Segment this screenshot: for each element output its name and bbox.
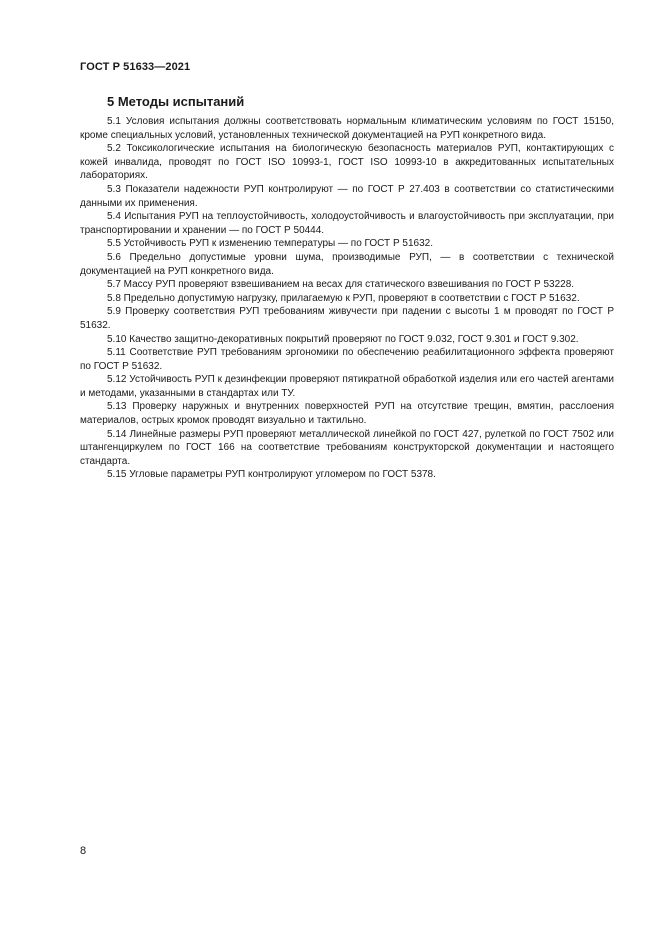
paragraph-5-8: 5.8 Предельно допустимую нагрузку, прилагаемую к РУП, проверяют в соответствии с ГОСТ Р 51632. bbox=[107, 292, 580, 304]
paragraph-5-4: 5.4 Испытания РУП на теплоустойчивость, холодоустойчивость и влагоустойчивость при эксплуатации, при транспортировании и хранении — по ГОСТ Р 50444. bbox=[80, 211, 614, 236]
paragraph-5-2: 5.2 Токсикологические испытания на биологическую безопасность материалов РУП, контактирующих с кожей инвалида, проводят по ГОСТ ISO 10993-1, ГОСТ ISO 10993-10 в аккредитованных испытательных лабораториях. bbox=[80, 143, 614, 182]
paragraph-5-10: 5.10 Качество защитно-декоративных покрытий проверяют по ГОСТ 9.032, ГОСТ 9.301 и ГОСТ 9.302. bbox=[107, 333, 579, 345]
section-body bbox=[80, 115, 614, 482]
document-header: ГОСТ Р 51633—2021 bbox=[80, 61, 191, 73]
section-title: 5 Методы испытаний bbox=[107, 94, 245, 109]
paragraph-5-14: 5.14 Линейные размеры РУП проверяют металлической линейкой по ГОСТ 427, рулеткой по ГОСТ 7502 или штангенциркулем по ГОСТ 166 на соответствие требованиям конструкторской документации и настоящего стандарта. bbox=[80, 428, 614, 467]
paragraph-5-12: 5.12 Устойчивость РУП к дезинфекции проверяют пятикратной обработкой изделия или его частей агентами и методами, указанными в стандартах или ТУ. bbox=[80, 374, 614, 399]
paragraph-5-7: 5.7 Массу РУП проверяют взвешиванием на весах для статического взвешивания по ГОСТ Р 53228. bbox=[107, 279, 575, 291]
page-number: 8 bbox=[80, 845, 87, 857]
paragraph-5-11: 5.11 Соответствие РУП требованиям эргономики по обеспечению реабилитационного эффекта проверяют по ГОСТ Р 51632. bbox=[80, 347, 614, 372]
paragraph-5-5: 5.5 Устойчивость РУП к изменению температуры — по ГОСТ Р 51632. bbox=[107, 238, 433, 250]
paragraph-5-9: 5.9 Проверку соответствия РУП требованиям живучести при падении с высоты 1 м проводят по ГОСТ Р 51632. bbox=[80, 306, 614, 331]
paragraph-5-15: 5.15 Угловые параметры РУП контролируют угломером по ГОСТ 5378. bbox=[107, 469, 436, 481]
paragraph-5-6: 5.6 Предельно допустимые уровни шума, производимые РУП, — в соответствии с технической документацией на РУП конкретного вида. bbox=[80, 251, 614, 277]
paragraph-5-1: 5.1 Условия испытания должны соответствовать нормальным климатическим условиям по ГОСТ 15150, кроме специальных условий, установленных технической документацией на РУП конкретного вида. bbox=[80, 116, 614, 141]
paragraph-5-3: 5.3 Показатели надежности РУП контролируют — по ГОСТ Р 27.403 в соответствии со статистическими данными их применения. bbox=[80, 183, 614, 209]
paragraph-5-13: 5.13 Проверку наружных и внутренних поверхностей РУП на отсутствие трещин, вмятин, расслоения материалов, острых кромок проводят визуально и тактильно. bbox=[80, 401, 614, 427]
